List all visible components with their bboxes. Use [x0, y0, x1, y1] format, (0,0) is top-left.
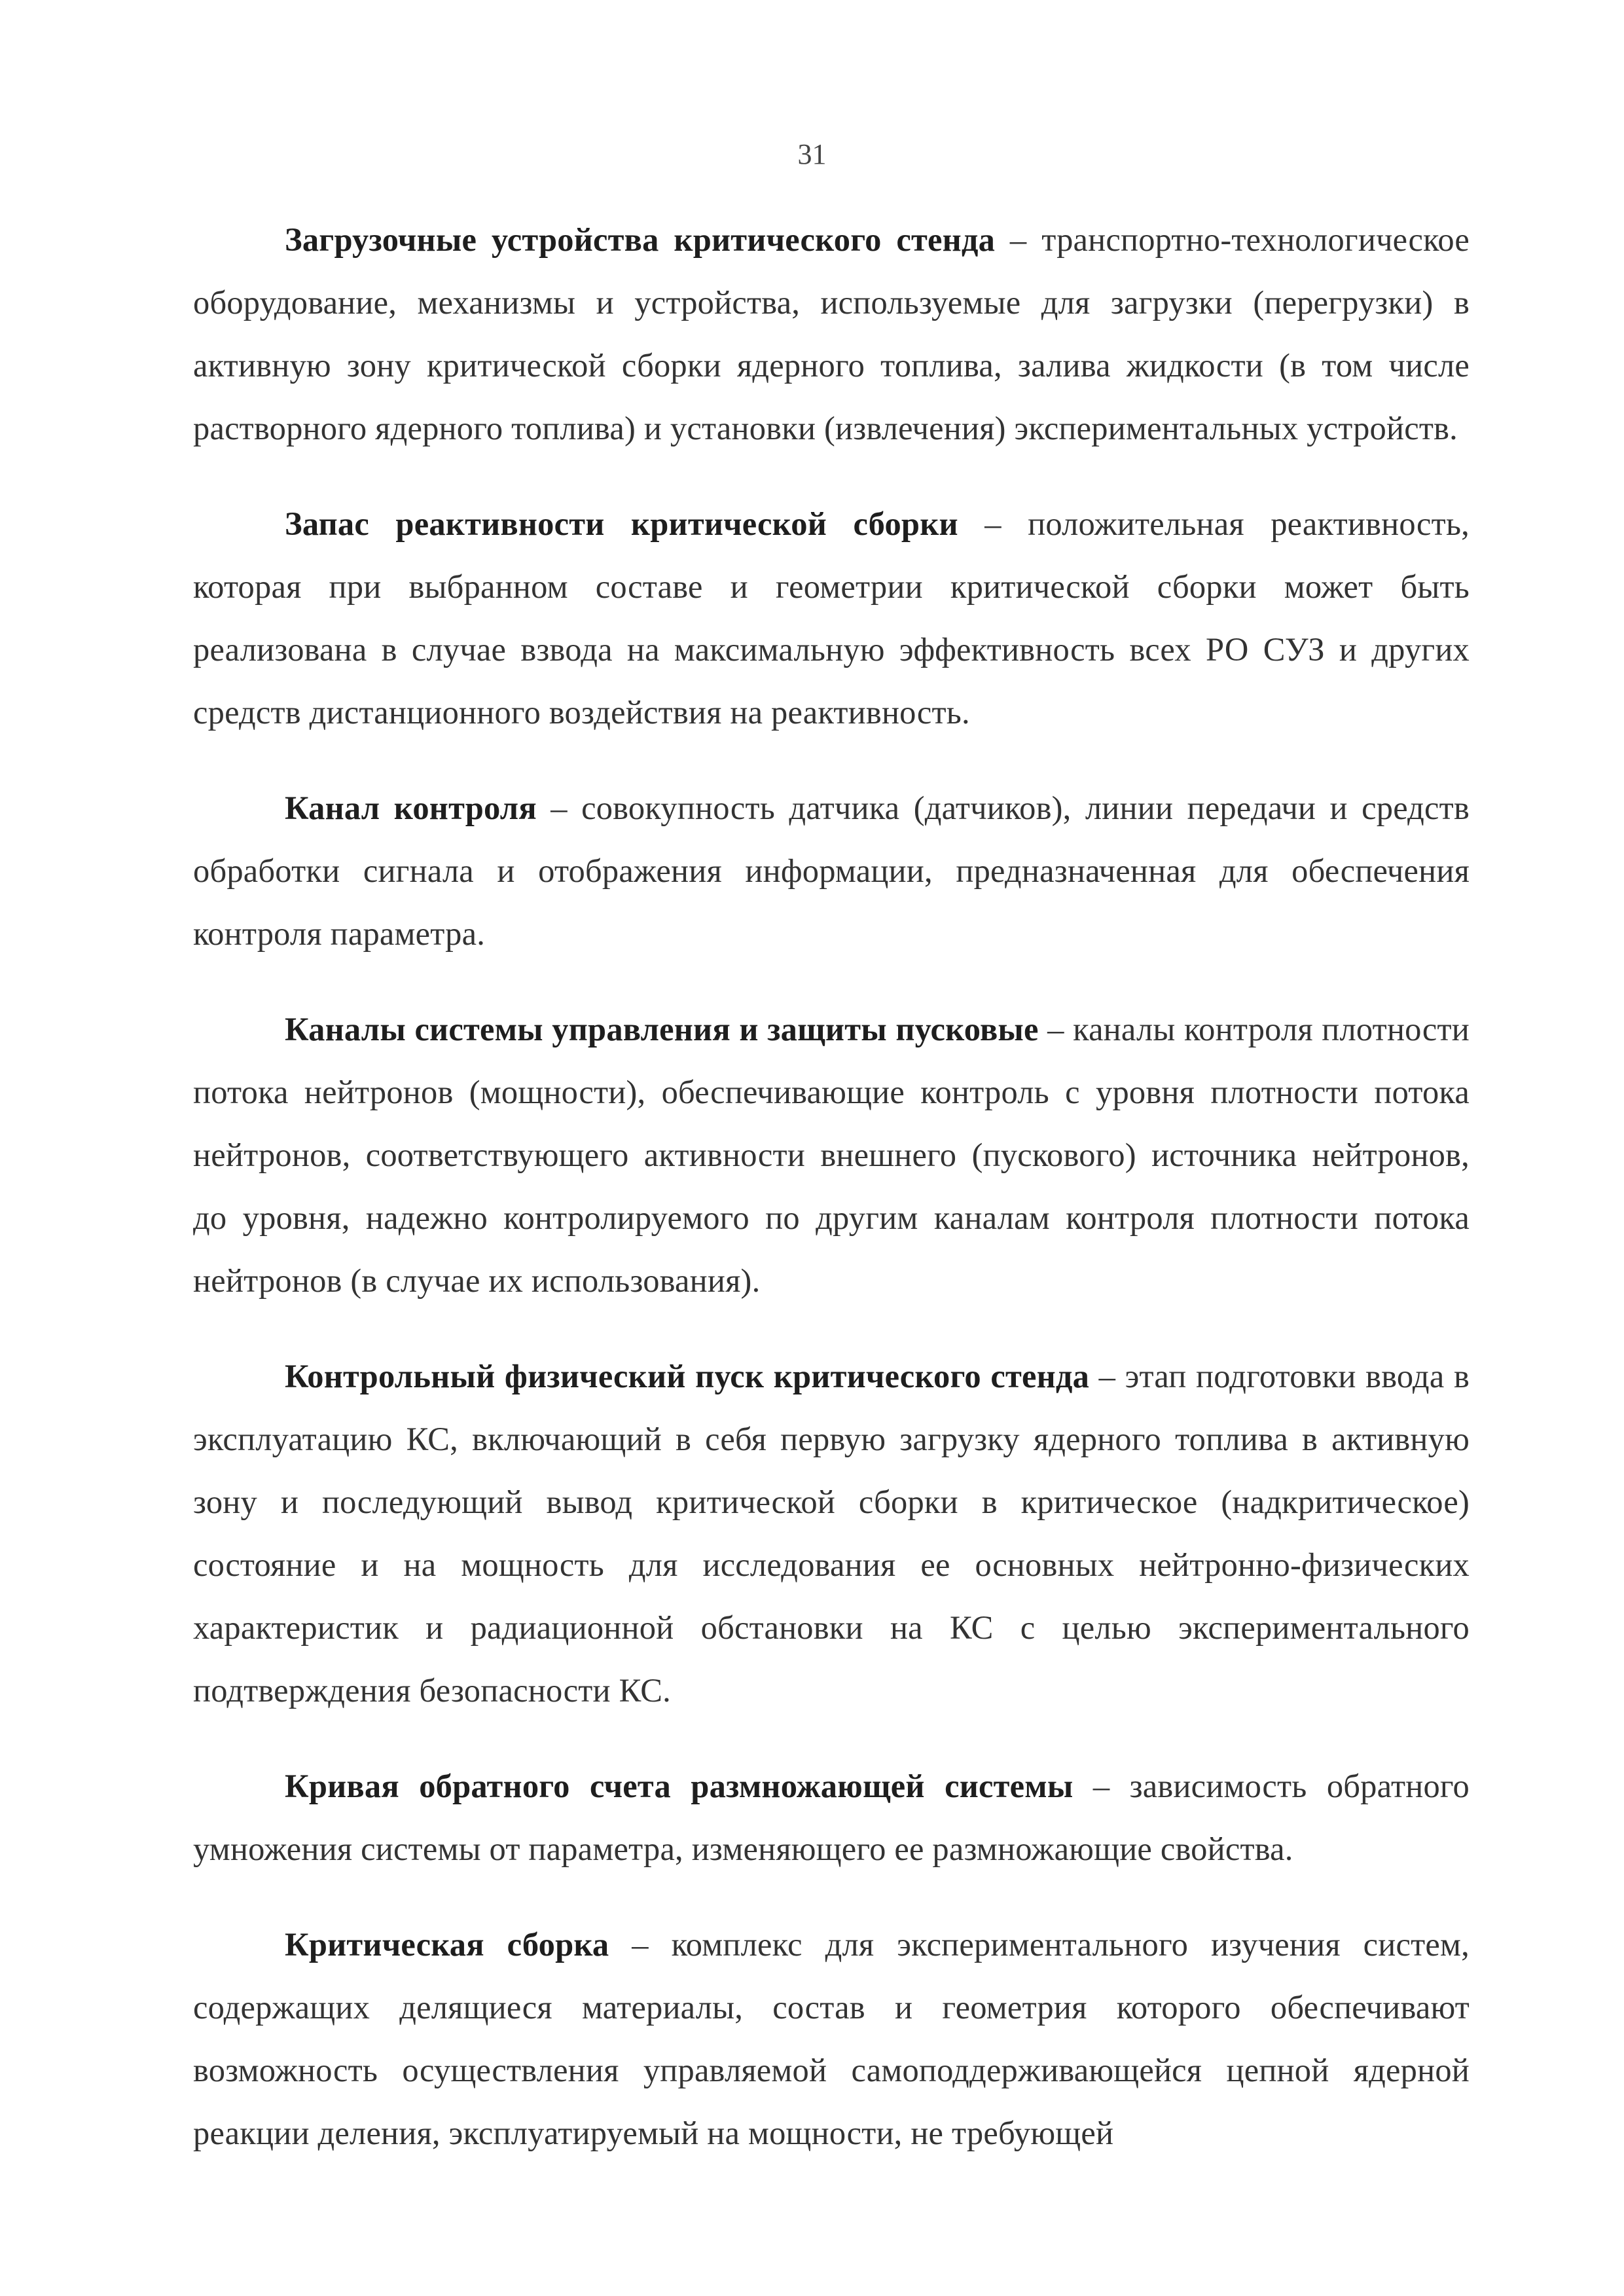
entry-term: Кривая обратного счета размножающей системы — [285, 1768, 1074, 1804]
entry-term: Канал контроля — [285, 790, 537, 826]
entry-term: Каналы системы управления и защиты пусковые — [285, 1011, 1039, 1048]
entry-definition: – положительная реактивность, которая при выбранном составе и геометрии критической сборки может быть реализована в случае взвода на максимальную эффективность всех РО СУЗ и других средств дистанционного воздействия на реактивность. — [193, 505, 1470, 731]
entry-term: Контрольный физический пуск критического стенда — [285, 1358, 1090, 1394]
entry-term: Загрузочные устройства критического стенда — [285, 221, 996, 258]
definition-entry — [193, 208, 1470, 460]
page-number: 31 — [797, 138, 827, 170]
definition-entry — [193, 776, 1470, 965]
entry-definition: – транспортно-технологическое оборудование, механизмы и устройства, используемые для загрузки (перегрузки) в активную зону критической сборки ядерного топлива, залива жидкости (в том числе растворного ядерного топлива) и установки (извлечения) экспериментальных устройств. — [193, 221, 1470, 446]
entry-definition: – каналы контроля плотности потока нейтронов (мощности), обеспечивающие контроль с уровня плотности потока нейтронов, соответствующего активности внешнего (пускового) источника нейтронов, до уровня, надежно контролируемого по другим каналам контроля плотности потока нейтронов (в случае их использования). — [193, 1011, 1470, 1299]
entry-definition: – комплекс для экспериментального изучения систем, содержащих делящиеся материалы, состав и геометрия которого обеспечивают возможность осуществления управляемой самоподдерживающейся цепной ядерной реакции деления, эксплуатируемый на мощности, не требующей — [193, 1926, 1470, 2151]
entry-term: Критическая сборка — [285, 1926, 609, 1963]
definition-entry — [193, 998, 1470, 1312]
entry-definition: – зависимость обратного умножения системы от параметра, изменяющего ее размножающие свойства. — [193, 1768, 1470, 1867]
entry-definition: – совокупность датчика (датчиков), линии передачи и средств обработки сигнала и отображения информации, предназначенная для обеспечения контроля параметра. — [193, 790, 1470, 952]
definition-entry — [193, 1755, 1470, 1880]
entry-term: Запас реактивности критической сборки — [285, 505, 958, 542]
document-body — [193, 208, 1470, 2197]
definition-entry — [193, 1345, 1470, 1722]
entry-definition: – этап подготовки ввода в эксплуатацию КС, включающий в себя первую загрузку ядерного топлива в активную зону и последующий вывод критической сборки в критическое (надкритическое) состояние и на мощность для исследования ее основных нейтронно-физических характеристик и радиационной обстановки на КС с целью экспериментального подтверждения безопасности КС. — [193, 1358, 1470, 1709]
definition-entry — [193, 1913, 1470, 2164]
definition-entry — [193, 492, 1470, 744]
